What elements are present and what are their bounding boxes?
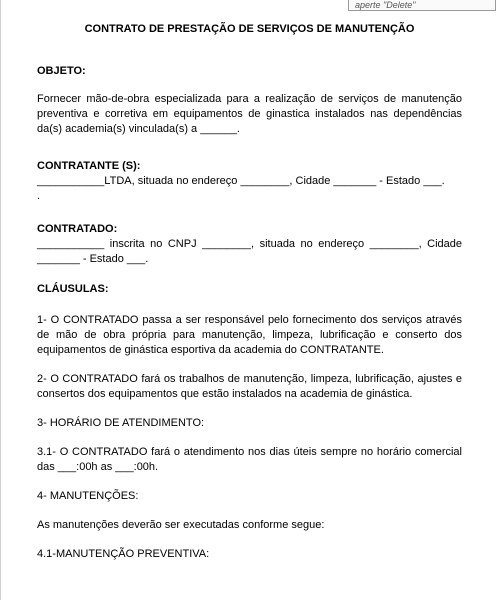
objeto-text: Fornecer mão-de-obra especializada para a realização de serviços de manutenção preventiva e corretiva em equipamentos de ginastica instalados nas dependências da(s) academia(s) vinculada(s) a ______.	[37, 93, 462, 135]
delete-hint: aperte "Delete"	[348, 0, 496, 11]
objeto-heading: OBJETO:	[37, 65, 86, 77]
clausula-2: 2- O CONTRATADO fará os trabalhos de manutenção, limpeza, lubrificação, ajustes e consertos dos equipamentos que estão instalados na academia de ginástica.	[37, 373, 462, 400]
contratante-line: ___________LTDA, situada no endereço ________, Cidade _______ - Estado ___.	[37, 175, 445, 187]
clausula-4-1: 4.1-MANUTENÇÃO PREVENTIVA:	[37, 548, 210, 560]
clausula-4-text: As manutenções deverão ser executadas conforme segue:	[37, 519, 325, 531]
document-content	[37, 22, 462, 562]
contratado-heading: CONTRATADO:	[37, 223, 118, 235]
contratante-heading: CONTRATANTE (S):	[37, 160, 141, 172]
contratante-dot: .	[37, 190, 41, 202]
clausula-3-1: 3.1- O CONTRATADO fará o atendimento nos dias úteis sempre no horário comercial das ___:00h as ___:00h.	[37, 446, 462, 473]
clausula-1: 1- O CONTRATADO passa a ser responsável pelo fornecimento dos serviços através de mão de obra própria para manutenção, limpeza, lubrificação e conserto dos equipamentos de ginástica esportiva da academia do CONTRATANTE.	[37, 314, 462, 356]
contratado-line-2: _______ - Estado ___.	[37, 253, 149, 265]
clausula-3: 3- HORÁRIO DE ATENDIMENTO:	[37, 417, 205, 429]
contratado-line-1: ___________ inscrita no CNPJ ________, situada no endereço ________, Cidade	[37, 238, 462, 250]
document-title: CONTRATO DE PRESTAÇÃO DE SERVIÇOS DE MANUTENÇÃO	[84, 23, 415, 35]
clausulas-heading: CLÁUSULAS:	[37, 283, 109, 295]
clausula-4: 4- MANUTENÇÕES:	[37, 490, 139, 502]
